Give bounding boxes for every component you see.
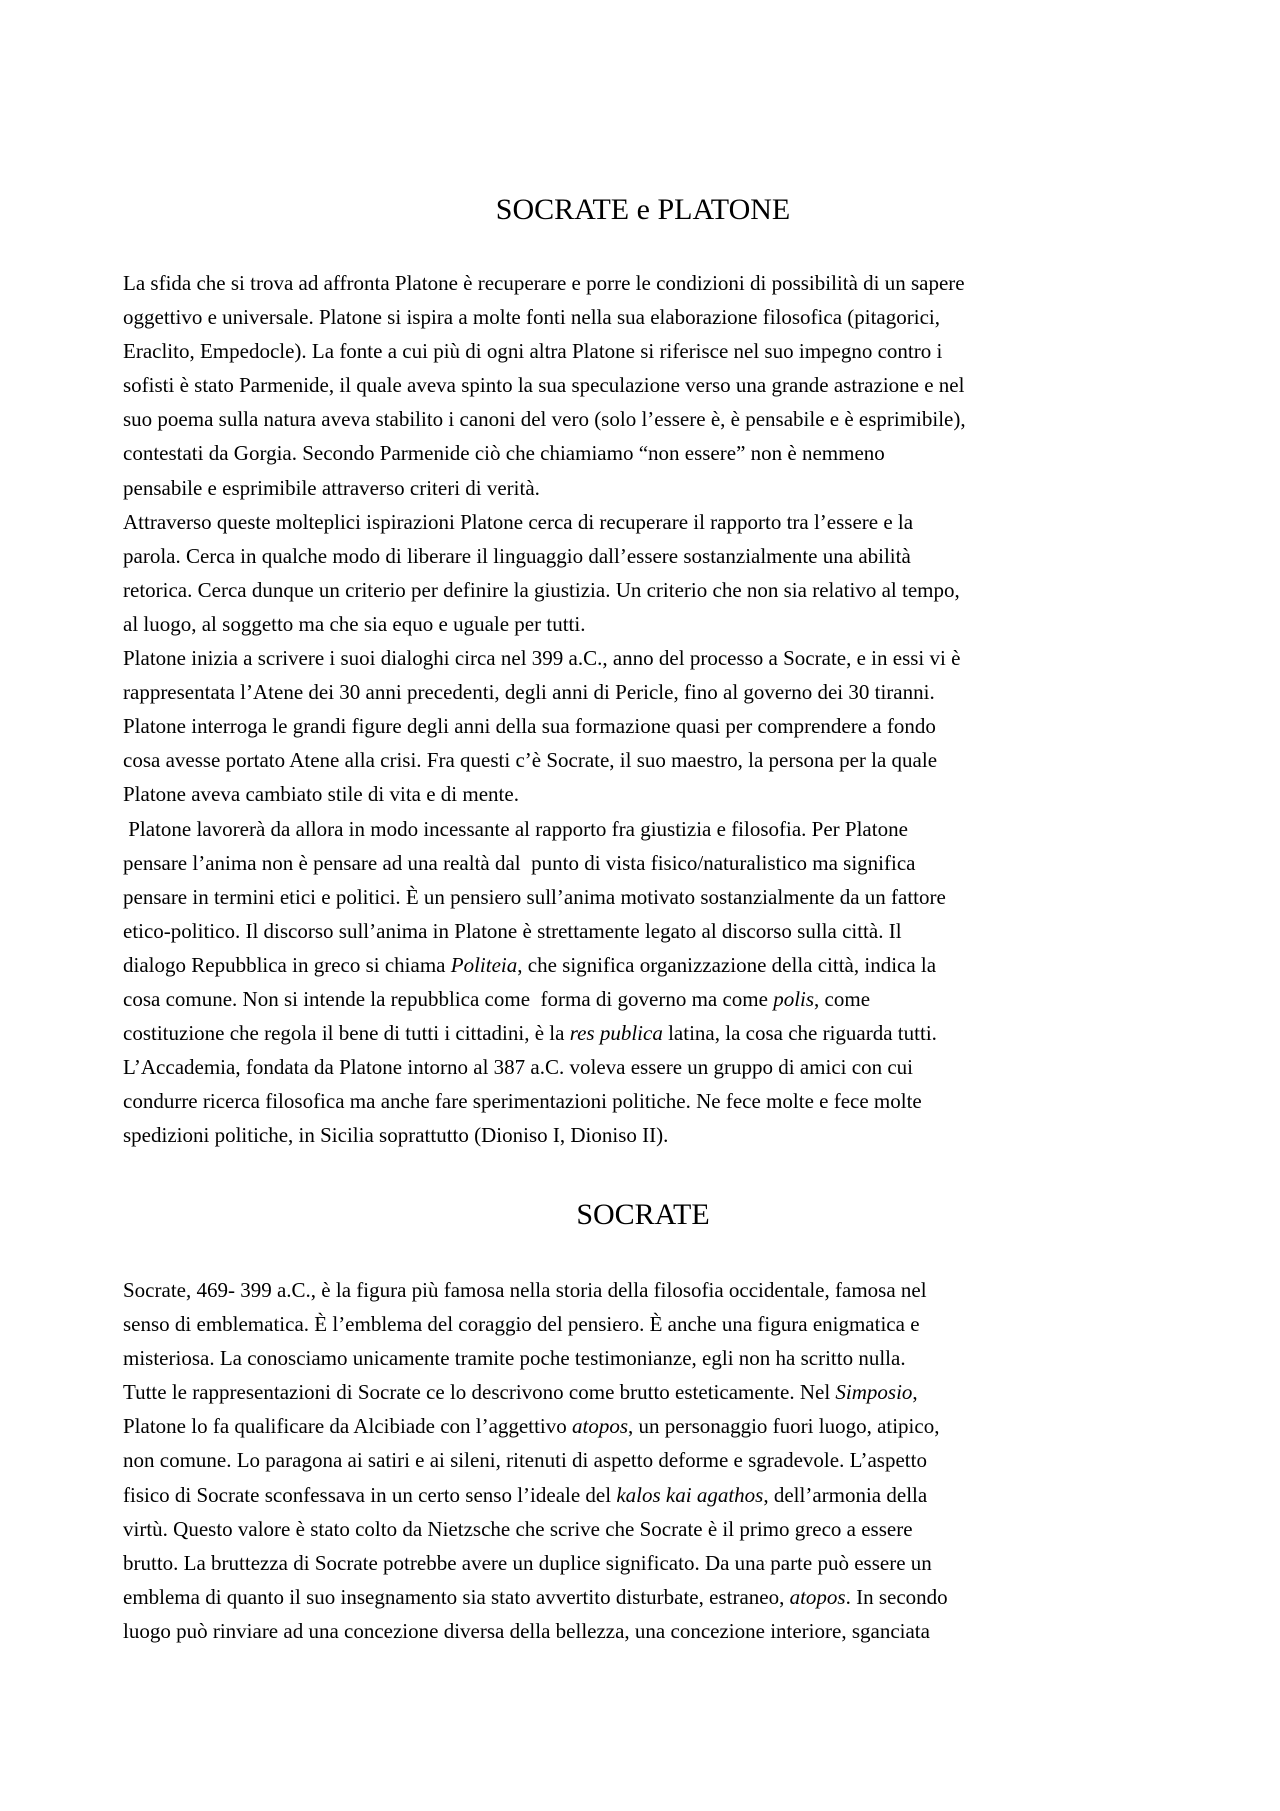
text-run: Platone interroga le grandi figure degli anni della sua formazione quasi per comprendere a fondo	[123, 714, 936, 739]
text-run: brutto. La bruttezza di Socrate potrebbe avere un duplice significato. Da una parte può essere un	[123, 1550, 932, 1575]
text-run: costituzione che regola il bene di tutti i cittadini, è la	[123, 1021, 570, 1046]
text-line	[123, 1512, 1178, 1546]
text-line	[123, 334, 1178, 368]
text-run: cosa comune. Non si intende la repubblica come forma di governo ma come	[123, 986, 774, 1011]
text-run: Socrate, 469- 399 a.C., è la figura più famosa nella storia della filosofia occidentale, famosa nel	[123, 1278, 927, 1302]
text-run: , come	[814, 986, 871, 1011]
text-run: senso di emblematica. È l’emblema del coraggio del pensiero. È anche una figura enigmatica e	[123, 1312, 920, 1337]
text-run: . In secondo	[845, 1584, 948, 1609]
text-run: suo poema sulla natura aveva stabilito i canoni del vero (solo l’essere è, è pensabile e è esprimibile),	[123, 407, 966, 432]
text-line	[123, 709, 1178, 743]
text-run: latina, la cosa che riguarda tutti.	[662, 1021, 937, 1046]
text-run: sofisti è stato Parmenide, il quale aveva spinto la sua speculazione verso una grande astrazione e nel	[123, 373, 965, 398]
text-line	[123, 846, 1178, 880]
text-line	[123, 505, 1178, 539]
text-line	[123, 914, 1178, 948]
text-run: Platone lo fa qualificare da Alcibiade con l’aggettivo	[123, 1414, 572, 1439]
text-line	[123, 368, 1178, 402]
text-line	[123, 573, 1178, 607]
text-line	[123, 880, 1178, 914]
text-line	[123, 982, 1178, 1016]
text-line	[123, 471, 1178, 505]
text-run: , un personaggio fuori luogo, atipico,	[628, 1414, 940, 1439]
text-run: oggettivo e universale. Platone si ispira a molte fonti nella sua elaborazione filosofica (pitagorici,	[123, 305, 940, 330]
text-run: non comune. Lo paragona ai satiri e ai sileni, ritenuti di aspetto deforme e sgradevole. L’aspetto	[123, 1448, 927, 1473]
text-run: , che significa organizzazione della città, indica la	[517, 952, 937, 977]
text-run: cosa avesse portato Atene alla crisi. Fra questi c’è Socrate, il suo maestro, la persona per la quale	[123, 748, 938, 773]
text-line	[123, 1614, 1178, 1648]
text-run: pensabile e esprimibile attraverso criteri di verità.	[123, 475, 540, 500]
text-run: etico-politico. Il discorso sull’anima in Platone è strettamente legato al discorso sulla città. Il	[123, 918, 902, 943]
text-line	[123, 1341, 1178, 1375]
text-run: luogo può rinviare ad una concezione diversa della bellezza, una concezione interiore, sganciata	[123, 1618, 930, 1643]
title-socrate: SOCRATE	[576, 1198, 710, 1231]
text-run: condurre ricerca filosofica ma anche fare sperimentazioni politiche. Ne fece molte e fece molte	[123, 1089, 922, 1114]
text-run: retorica. Cerca dunque un criterio per definire la giustizia. Un criterio che non sia relativo al tempo,	[123, 577, 960, 602]
text-run: spedizioni politiche, in Sicilia soprattutto (Dioniso I, Dioniso II).	[123, 1123, 669, 1148]
text-line	[123, 675, 1178, 709]
text-run: L’Accademia, fondata da Platone intorno al 387 a.C. voleva essere un gruppo di amici con cui	[123, 1055, 913, 1080]
section-socrate-text	[123, 1273, 1178, 1648]
text-run: emblema di quanto il suo insegnamento sia stato avvertito disturbate, estraneo,	[123, 1584, 790, 1609]
section-platone-text	[123, 266, 1178, 1152]
text-line	[123, 1443, 1178, 1477]
text-line	[123, 436, 1178, 470]
text-line	[123, 1307, 1178, 1341]
italic-text: res publica	[569, 1021, 663, 1046]
italic-text: polis	[773, 986, 815, 1011]
text-line	[123, 1375, 1178, 1409]
text-line	[123, 948, 1178, 982]
text-line	[123, 743, 1178, 777]
text-run: pensare l’anima non è pensare ad una realtà dal punto di vista fisico/naturalistico ma significa	[123, 850, 916, 875]
italic-text: Simposio	[835, 1380, 913, 1405]
text-run: Eraclito, Empedocle). La fonte a cui più di ogni altra Platone si riferisce nel suo impegno contro i	[123, 339, 943, 364]
text-run: Tutte le rappresentazioni di Socrate ce lo descrivono come brutto esteticamente. Nel	[123, 1380, 836, 1405]
text-run: Platone lavorerà da allora in modo incessante al rapporto fra giustizia e filosofia. Per Platone	[123, 816, 908, 841]
text-line	[123, 1084, 1178, 1118]
text-run: contestati da Gorgia. Secondo Parmenide ciò che chiamiamo “non essere” non è nemmeno	[123, 441, 885, 466]
text-line	[123, 1409, 1178, 1443]
text-run: dialogo Repubblica in greco si chiama	[123, 952, 451, 977]
text-line	[123, 1118, 1178, 1152]
text-line	[123, 1050, 1178, 1084]
text-line	[123, 300, 1178, 334]
text-line	[123, 1546, 1178, 1580]
text-line	[123, 812, 1178, 846]
italic-text: Politeia	[450, 952, 518, 977]
text-line	[123, 1478, 1178, 1512]
italic-text: atopos	[789, 1584, 846, 1609]
text-run: misteriosa. La conosciamo unicamente tramite poche testimonianze, egli non ha scritto nulla.	[123, 1346, 906, 1371]
text-run: , dell’armonia della	[763, 1482, 928, 1507]
text-run: La sfida che si trova ad affronta Platone è recuperare e porre le condizioni di possibilità di un sapere	[123, 271, 965, 295]
text-run: fisico di Socrate sconfessava in un certo senso l’ideale del	[123, 1482, 617, 1507]
text-run: pensare in termini etici e politici. È un pensiero sull’anima motivato sostanzialmente da un fattore	[123, 884, 946, 909]
text-line	[123, 641, 1178, 675]
text-run: al luogo, al soggetto ma che sia equo e uguale per tutti.	[123, 611, 586, 636]
text-line	[123, 402, 1178, 436]
text-line	[123, 539, 1178, 573]
text-line	[123, 607, 1178, 641]
title-socrate-e-platone: SOCRATE e PLATONE	[495, 193, 791, 226]
text-run: virtù. Questo valore è stato colto da Nietzsche che scrive che Socrate è il primo greco a essere	[123, 1516, 913, 1541]
text-run: parola. Cerca in qualche modo di liberare il linguaggio dall’essere sostanzialmente una abilità	[123, 543, 911, 568]
italic-text: atopos	[572, 1414, 629, 1439]
italic-text: kalos kai agathos	[616, 1482, 764, 1507]
text-line	[123, 1580, 1178, 1614]
text-run: Platone aveva cambiato stile di vita e di mente.	[123, 782, 519, 807]
text-run: Attraverso queste molteplici ispirazioni Platone cerca di recuperare il rapporto tra l’essere e la	[123, 509, 914, 534]
text-line	[123, 1016, 1178, 1050]
text-run: Platone inizia a scrivere i suoi dialoghi circa nel 399 a.C., anno del processo a Socrate, e in essi vi è	[123, 646, 961, 671]
text-run: ,	[912, 1380, 918, 1405]
text-line	[123, 777, 1178, 811]
text-line	[123, 1273, 1178, 1307]
text-run: rappresentata l’Atene dei 30 anni precedenti, degli anni di Pericle, fino al governo dei 30 tiranni.	[123, 680, 935, 705]
text-line	[123, 266, 1178, 300]
